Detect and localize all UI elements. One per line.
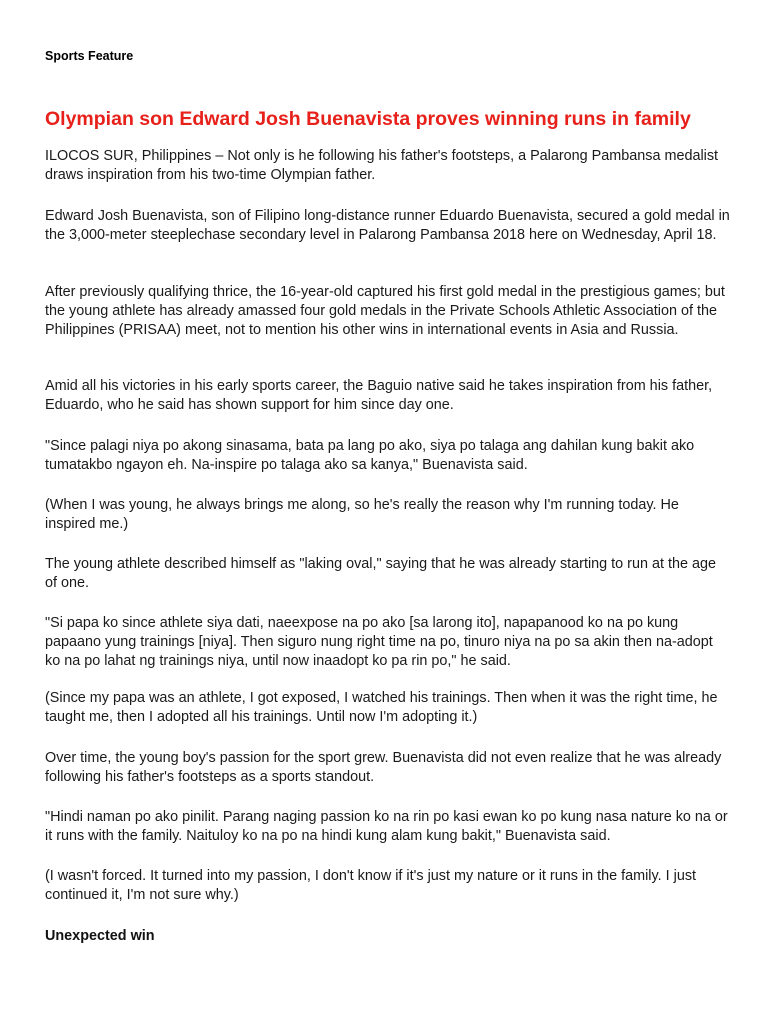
article-paragraph-4: Amid all his victories in his early sports career, the Baguio native said he takes inspiration from his father, Eduardo, who he said has shown support for him since day one. — [45, 378, 713, 413]
article-paragraph-9: (Since my papa was an athlete, I got exposed, I watched his trainings. Then when it was the right time, he taught me, then I adopted all his trainings. Until now I'm adopting it.) — [45, 690, 718, 725]
article-paragraph-6: (When I was young, he always brings me along, so he's really the reason why I'm running today. He inspired me.) — [45, 497, 679, 532]
article-paragraph-2: Edward Josh Buenavista, son of Filipino long-distance runner Eduardo Buenavista, secured a gold medal in the 3,000-meter steeplechase secondary level in Palarong Pambansa 2018 here on Wednesday, April 18. — [45, 208, 730, 243]
section-subheading: Unexpected win — [45, 928, 155, 944]
article-paragraph-1: ILOCOS SUR, Philippines – Not only is he following his father's footsteps, a Palarong Pambansa medalist draws inspiration from his two-time Olympian father. — [45, 148, 719, 183]
article-paragraph-5: "Since palagi niya po akong sinasama, bata pa lang po ako, siya po talaga ang dahilan kung bakit ako tumatakbo ngayon eh. Na-inspire po talaga ako sa kanya," Buenavista said. — [45, 438, 695, 473]
article-paragraph-7: The young athlete described himself as "laking oval," saying that he was already starting to run at the age of one. — [45, 556, 716, 591]
article-headline: Olympian son Edward Josh Buenavista proves winning runs in family — [45, 108, 691, 130]
article-paragraph-12: (I wasn't forced. It turned into my passion, I don't know if it's just my nature or it runs in the family. I just continued it, I'm not sure why.) — [45, 868, 697, 903]
article-paragraph-8: "Si papa ko since athlete siya dati, naeexpose na po ako [sa larong ito], napapanood ko na po kung papaano yung trainings [niya]. Then siguro nung right time na po, tinuro niya na po sa akin then na-adopt ko na po lahat ng trainings niya, until now inaadopt ko pa rin po," he said. — [45, 615, 713, 669]
section-kicker: Sports Feature — [45, 49, 134, 63]
article-paragraph-3: After previously qualifying thrice, the 16-year-old captured his first gold medal in the prestigious games; but the young athlete has already amassed four gold medals in the Private Schools Athletic Association of the Philippines (PRISAA) meet, not to mention his other wins in international events in Asia and Russia. — [45, 284, 725, 338]
article-paragraph-11: "Hindi naman po ako pinilit. Parang naging passion ko na rin po kasi ewan ko po kung nasa nature ko na or it runs with the family. Naituloy ko na po na hindi kung alam kung bakit," Buenavista said. — [45, 809, 728, 844]
article-paragraph-10: Over time, the young boy's passion for the sport grew. Buenavista did not even realize that he was already following his father's footsteps as a sports standout. — [45, 750, 722, 785]
